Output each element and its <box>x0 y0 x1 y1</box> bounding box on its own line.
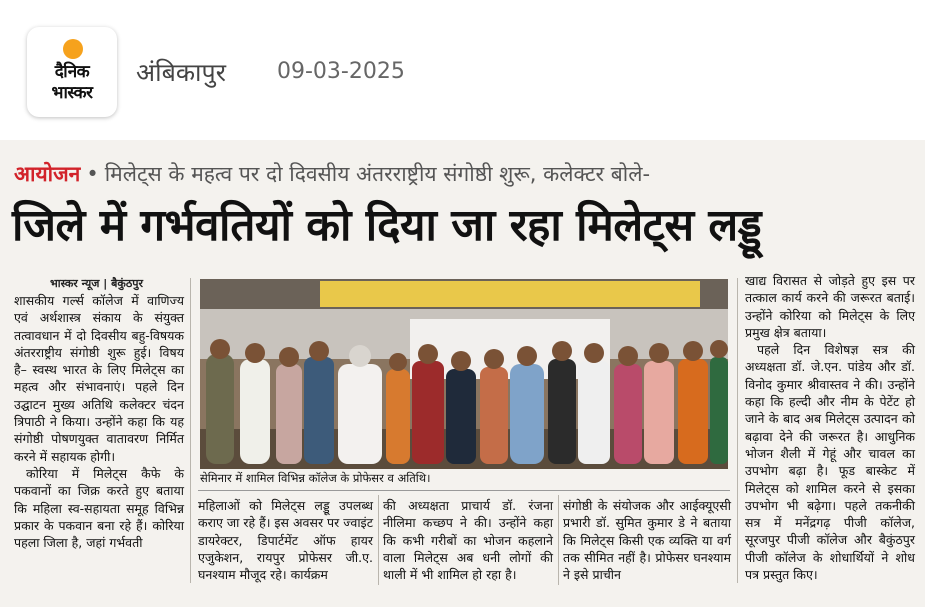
column-2-paragraph: महिलाओं को मिलेट्स लड्डू उपलब्ध कराए जा रहे हैं। इस अवसर पर ज्वाइंट डायरेक्टर, डिपार्टमेंट ऑफ हायर एजुकेशन, रायपुर प्रोफेसर जी.ए. घनश्याम मौजूद रहे। कार्यक्रम <box>198 498 373 583</box>
kicker-text: मिलेट्स के महत्व पर दो दिवसीय अंतरराष्ट्रीय संगोष्ठी शुरू, कलेक्टर बोले- <box>104 162 651 186</box>
column-5 <box>745 272 915 583</box>
column-1-paragraph-2: कोरिया में मिलेट्स कैफे के पकवानों का जिक्र करते हुए बताया कि महिला स्व-सहायता समूह विभिन्न प्रकार के पकवान बना रहे हैं। कोरिया पहला जिला है, जहां गर्भवती <box>14 465 184 551</box>
kicker-tag: आयोजन <box>14 162 81 186</box>
logo-line-1: दैनिक <box>54 62 90 82</box>
event-photo <box>200 279 728 469</box>
column-divider <box>190 278 191 583</box>
column-3-paragraph: की अध्यक्षता प्राचार्य डॉ. रंजना नीलिमा कच्छप ने की। उन्होंने कहा कि कभी गरीबों का भोजन कहलाने वाला मिलेट्स अब धनी लोगों की थाली में भी शामिल हो रहा है। <box>383 498 553 583</box>
column-5-paragraph-1: खाद्य विरासत से जोड़ते हुए इस पर तत्काल कार्य करने की जरूरत बताई। उन्होंने कोरिया को मिलेट्स के लिए प्रमुख क्षेत्र बताया। <box>745 273 915 340</box>
column-divider <box>378 495 379 585</box>
column-1-paragraph-1: शासकीय गर्ल्स कॉलेज में वाणिज्य एवं अर्थशास्त्र संकाय के संयुक्त तत्वावधान में दो दिवसीय बहु-विषयक अंतरराष्ट्रीय संगोष्ठी शुरू हुई। विषय है– स्वस्थ भारत के लिए मिलेट्स का महत्व और संभावनाएं। पहले दिन उद्घाटन मुख्य अतिथि कलेक्टर चंदन त्रिपाठी ने किया। उन्होंने कहा कि यह संगोष्ठी पोषणयुक्त वातावरण निर्मित करने में सहायक होगी। <box>14 293 184 464</box>
column-4-paragraph: संगोष्ठी के संयोजक और आईक्यूएसी प्रभारी डॉ. सुमित कुमार डे ने बताया कि मिलेट्स किसी एक व्यक्ति या वर्ग तक सीमित नहीं है। प्रोफेसर घनश्याम ने इसे प्राचीन <box>563 498 731 583</box>
column-4 <box>563 497 731 583</box>
dainik-bhaskar-logo[interactable] <box>27 27 117 117</box>
sun-icon <box>63 39 83 59</box>
column-divider <box>558 495 559 585</box>
edition-date: 09-03-2025 <box>277 59 405 84</box>
article-kicker <box>14 160 650 188</box>
group-photo-illustration <box>200 279 728 469</box>
column-1 <box>14 292 184 551</box>
column-3 <box>383 497 553 583</box>
bullet-icon: • <box>86 162 99 186</box>
column-2 <box>198 497 373 583</box>
article-headline: जिले में गर्भवतियों को दिया जा रहा मिलेट्स लड्डू <box>12 200 762 251</box>
edition-city: अंबिकापुर <box>136 58 226 87</box>
logo-line-2: भास्कर <box>51 83 93 103</box>
app-header <box>0 0 925 138</box>
article-byline: भास्कर न्यूज | बैकुंठपुर <box>50 277 143 290</box>
column-divider <box>737 278 738 583</box>
column-5-paragraph-2: पहले दिन विशेषज्ञ सत्र की अध्यक्षता डॉ. जे.एन. पांडेय और डॉ. विनोद कुमार श्रीवास्तव ने की। उन्होंने कहा कि हल्दी और नीम के पेटेंट हो जाने के बाद अब मिलेट्स उत्पादन को बढ़ावा देने की जरूरत है। आधुनिक भोजन शैली में गेहूं और चावल का उपभोग बढ़ा है। फूड बास्केट में मिलेट्स को शामिल करने से इसका उपभोग भी बढ़ेगा। पहले तकनीकी सत्र में मनेंद्रगढ़ पीजी कॉलेज, सूरजपुर पीजी कॉलेज और बैकुंठपुर पीजी कॉलेज के शोधार्थियों ने शोध पत्र प्रस्तुत किए। <box>745 342 915 583</box>
photo-caption: सेमिनार में शामिल विभिन्न कॉलेज के प्रोफेसर व अतिथि। <box>198 471 730 491</box>
